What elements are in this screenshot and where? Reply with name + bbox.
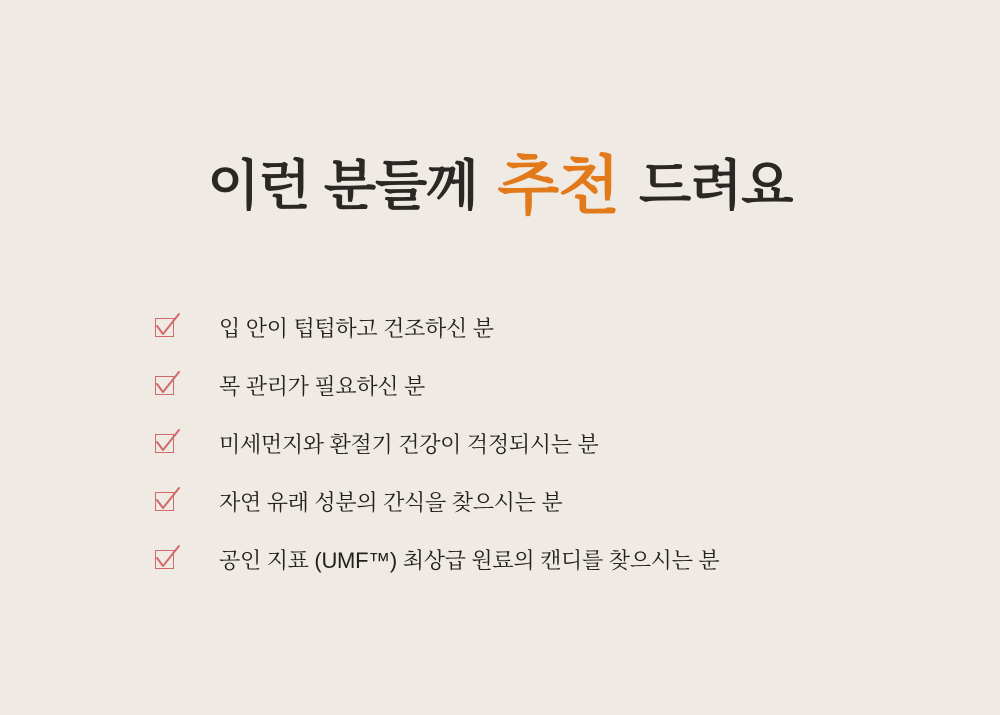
list-item-label: 입 안이 텁텁하고 건조하신 분 xyxy=(219,315,494,341)
page-title-accent: 추천 xyxy=(497,150,619,222)
checkmark-icon xyxy=(155,548,181,574)
list-item xyxy=(155,532,915,590)
list-item xyxy=(155,300,915,358)
list-item-label: 미세먼지와 환절기 건강이 걱정되시는 분 xyxy=(219,431,599,457)
checkmark-icon xyxy=(155,490,181,516)
list-item-label: 공인 지표 (UMF™) 최상급 원료의 캔디를 찾으시는 분 xyxy=(219,547,720,573)
recommendation-list xyxy=(155,300,915,590)
checkmark-icon xyxy=(155,374,181,400)
checkmark-icon xyxy=(155,316,181,342)
list-item-label: 목 관리가 필요하신 분 xyxy=(219,373,426,399)
list-item xyxy=(155,358,915,416)
checkmark-icon xyxy=(155,432,181,458)
list-item xyxy=(155,474,915,532)
list-item xyxy=(155,416,915,474)
page-title-before: 이런 분들께 xyxy=(207,156,478,216)
list-item-label: 자연 유래 성분의 간식을 찾으시는 분 xyxy=(219,489,563,515)
page-title xyxy=(0,150,1000,222)
page-title-after: 드려요 xyxy=(638,156,793,216)
